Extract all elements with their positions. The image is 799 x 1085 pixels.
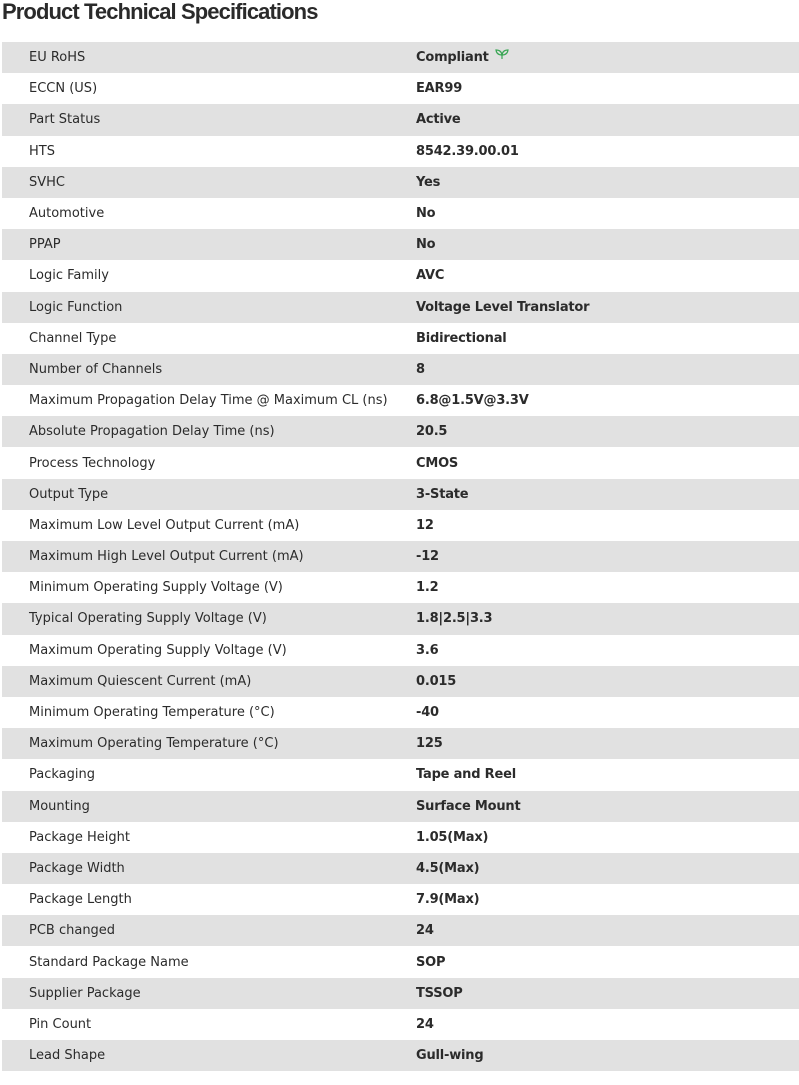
spec-label: Standard Package Name (29, 954, 189, 970)
spec-label: Absolute Propagation Delay Time (ns) (29, 424, 275, 440)
spec-label: HTS (29, 143, 55, 159)
spec-label: SVHC (29, 174, 65, 190)
spec-value: Tape and Reel (416, 767, 516, 783)
table-row (2, 822, 799, 853)
spec-value: -12 (416, 549, 439, 565)
table-row (2, 572, 799, 603)
spec-value: 24 (416, 1016, 434, 1032)
table-row (2, 292, 799, 323)
spec-value: Bidirectional (416, 330, 507, 346)
spec-value: -40 (416, 705, 439, 721)
page-title: Product Technical Specifications (2, 0, 318, 24)
spec-label: Part Status (29, 112, 101, 128)
spec-value: 12 (416, 517, 434, 533)
table-row (2, 447, 799, 478)
spec-value: CMOS (416, 455, 459, 471)
table-row (2, 728, 799, 759)
table-row (2, 946, 799, 977)
spec-label: Logic Family (29, 268, 109, 284)
table-row (2, 759, 799, 790)
spec-label: Maximum Quiescent Current (mA) (29, 673, 252, 689)
spec-label: PCB changed (29, 923, 116, 939)
spec-value: AVC (416, 268, 445, 284)
spec-value: TSSOP (416, 985, 463, 1001)
spec-label: Package Width (29, 860, 125, 876)
table-row (2, 978, 799, 1009)
spec-label: PPAP (29, 237, 61, 253)
table-row (2, 260, 799, 291)
spec-value: 3.6 (416, 642, 439, 658)
spec-label: Number of Channels (29, 361, 163, 377)
spec-label: Supplier Package (29, 985, 141, 1001)
spec-label: Maximum Operating Supply Voltage (V) (29, 642, 287, 658)
spec-value: SOP (416, 954, 446, 970)
spec-value: Active (416, 112, 461, 128)
spec-value: Voltage Level Translator (416, 299, 590, 315)
table-row (2, 915, 799, 946)
spec-label: Mounting (29, 798, 90, 814)
spec-label: Logic Function (29, 299, 123, 315)
table-row (2, 1009, 799, 1040)
table-row (2, 884, 799, 915)
spec-label: Lead Shape (29, 1048, 106, 1064)
spec-label: Maximum Low Level Output Current (mA) (29, 517, 300, 533)
table-row (2, 229, 799, 260)
table-row (2, 1040, 799, 1071)
table-row (2, 853, 799, 884)
spec-label: Package Length (29, 892, 132, 908)
spec-label: Output Type (29, 486, 109, 502)
spec-label: ECCN (US) (29, 81, 98, 97)
table-row (2, 73, 799, 104)
table-row (2, 603, 799, 634)
table-row (2, 635, 799, 666)
table-row (2, 479, 799, 510)
spec-value: Compliant (416, 50, 489, 66)
table-row (2, 136, 799, 167)
spec-label: Maximum Propagation Delay Time @ Maximum CL (ns) (29, 393, 388, 409)
table-row (2, 666, 799, 697)
spec-label: Channel Type (29, 330, 117, 346)
spec-value: EAR99 (416, 81, 463, 97)
spec-value: No (416, 237, 436, 253)
spec-value: Surface Mount (416, 798, 521, 814)
spec-label: Maximum High Level Output Current (mA) (29, 549, 304, 565)
table-row (2, 416, 799, 447)
spec-value: Gull-wing (416, 1048, 484, 1064)
spec-table (2, 42, 799, 1071)
spec-label: Package Height (29, 829, 130, 845)
spec-value: 4.5(Max) (416, 860, 480, 876)
spec-label: Automotive (29, 206, 105, 222)
spec-value: 125 (416, 736, 443, 752)
spec-value-cell (416, 42, 799, 73)
table-row (2, 323, 799, 354)
spec-value: 24 (416, 923, 434, 939)
table-row (2, 385, 799, 416)
spec-value: 0.015 (416, 673, 457, 689)
spec-value: 1.2 (416, 580, 439, 596)
spec-value: 7.9(Max) (416, 892, 480, 908)
spec-label: Pin Count (29, 1016, 92, 1032)
spec-value: 1.8|2.5|3.3 (416, 611, 493, 627)
spec-value: Yes (416, 174, 441, 190)
leaf-icon (495, 49, 509, 64)
spec-label: EU RoHS (29, 50, 86, 66)
spec-value: No (416, 206, 436, 222)
table-row (2, 167, 799, 198)
spec-label: Packaging (29, 767, 95, 783)
spec-value: 20.5 (416, 424, 448, 440)
table-row (2, 791, 799, 822)
spec-value: 3-State (416, 486, 469, 502)
table-row (2, 697, 799, 728)
spec-label: Maximum Operating Temperature (°C) (29, 736, 279, 752)
spec-label: Minimum Operating Temperature (°C) (29, 705, 275, 721)
spec-value: 8 (416, 361, 425, 377)
table-row (2, 198, 799, 229)
spec-label: Minimum Operating Supply Voltage (V) (29, 580, 283, 596)
spec-label: Process Technology (29, 455, 156, 471)
table-row (2, 354, 799, 385)
spec-value: 6.8@1.5V@3.3V (416, 393, 529, 409)
table-row (2, 541, 799, 572)
spec-value: 8542.39.00.01 (416, 143, 519, 159)
spec-label: Typical Operating Supply Voltage (V) (29, 611, 267, 627)
spec-value: 1.05(Max) (416, 829, 489, 845)
table-row (2, 510, 799, 541)
table-row (2, 42, 799, 73)
table-row (2, 104, 799, 135)
